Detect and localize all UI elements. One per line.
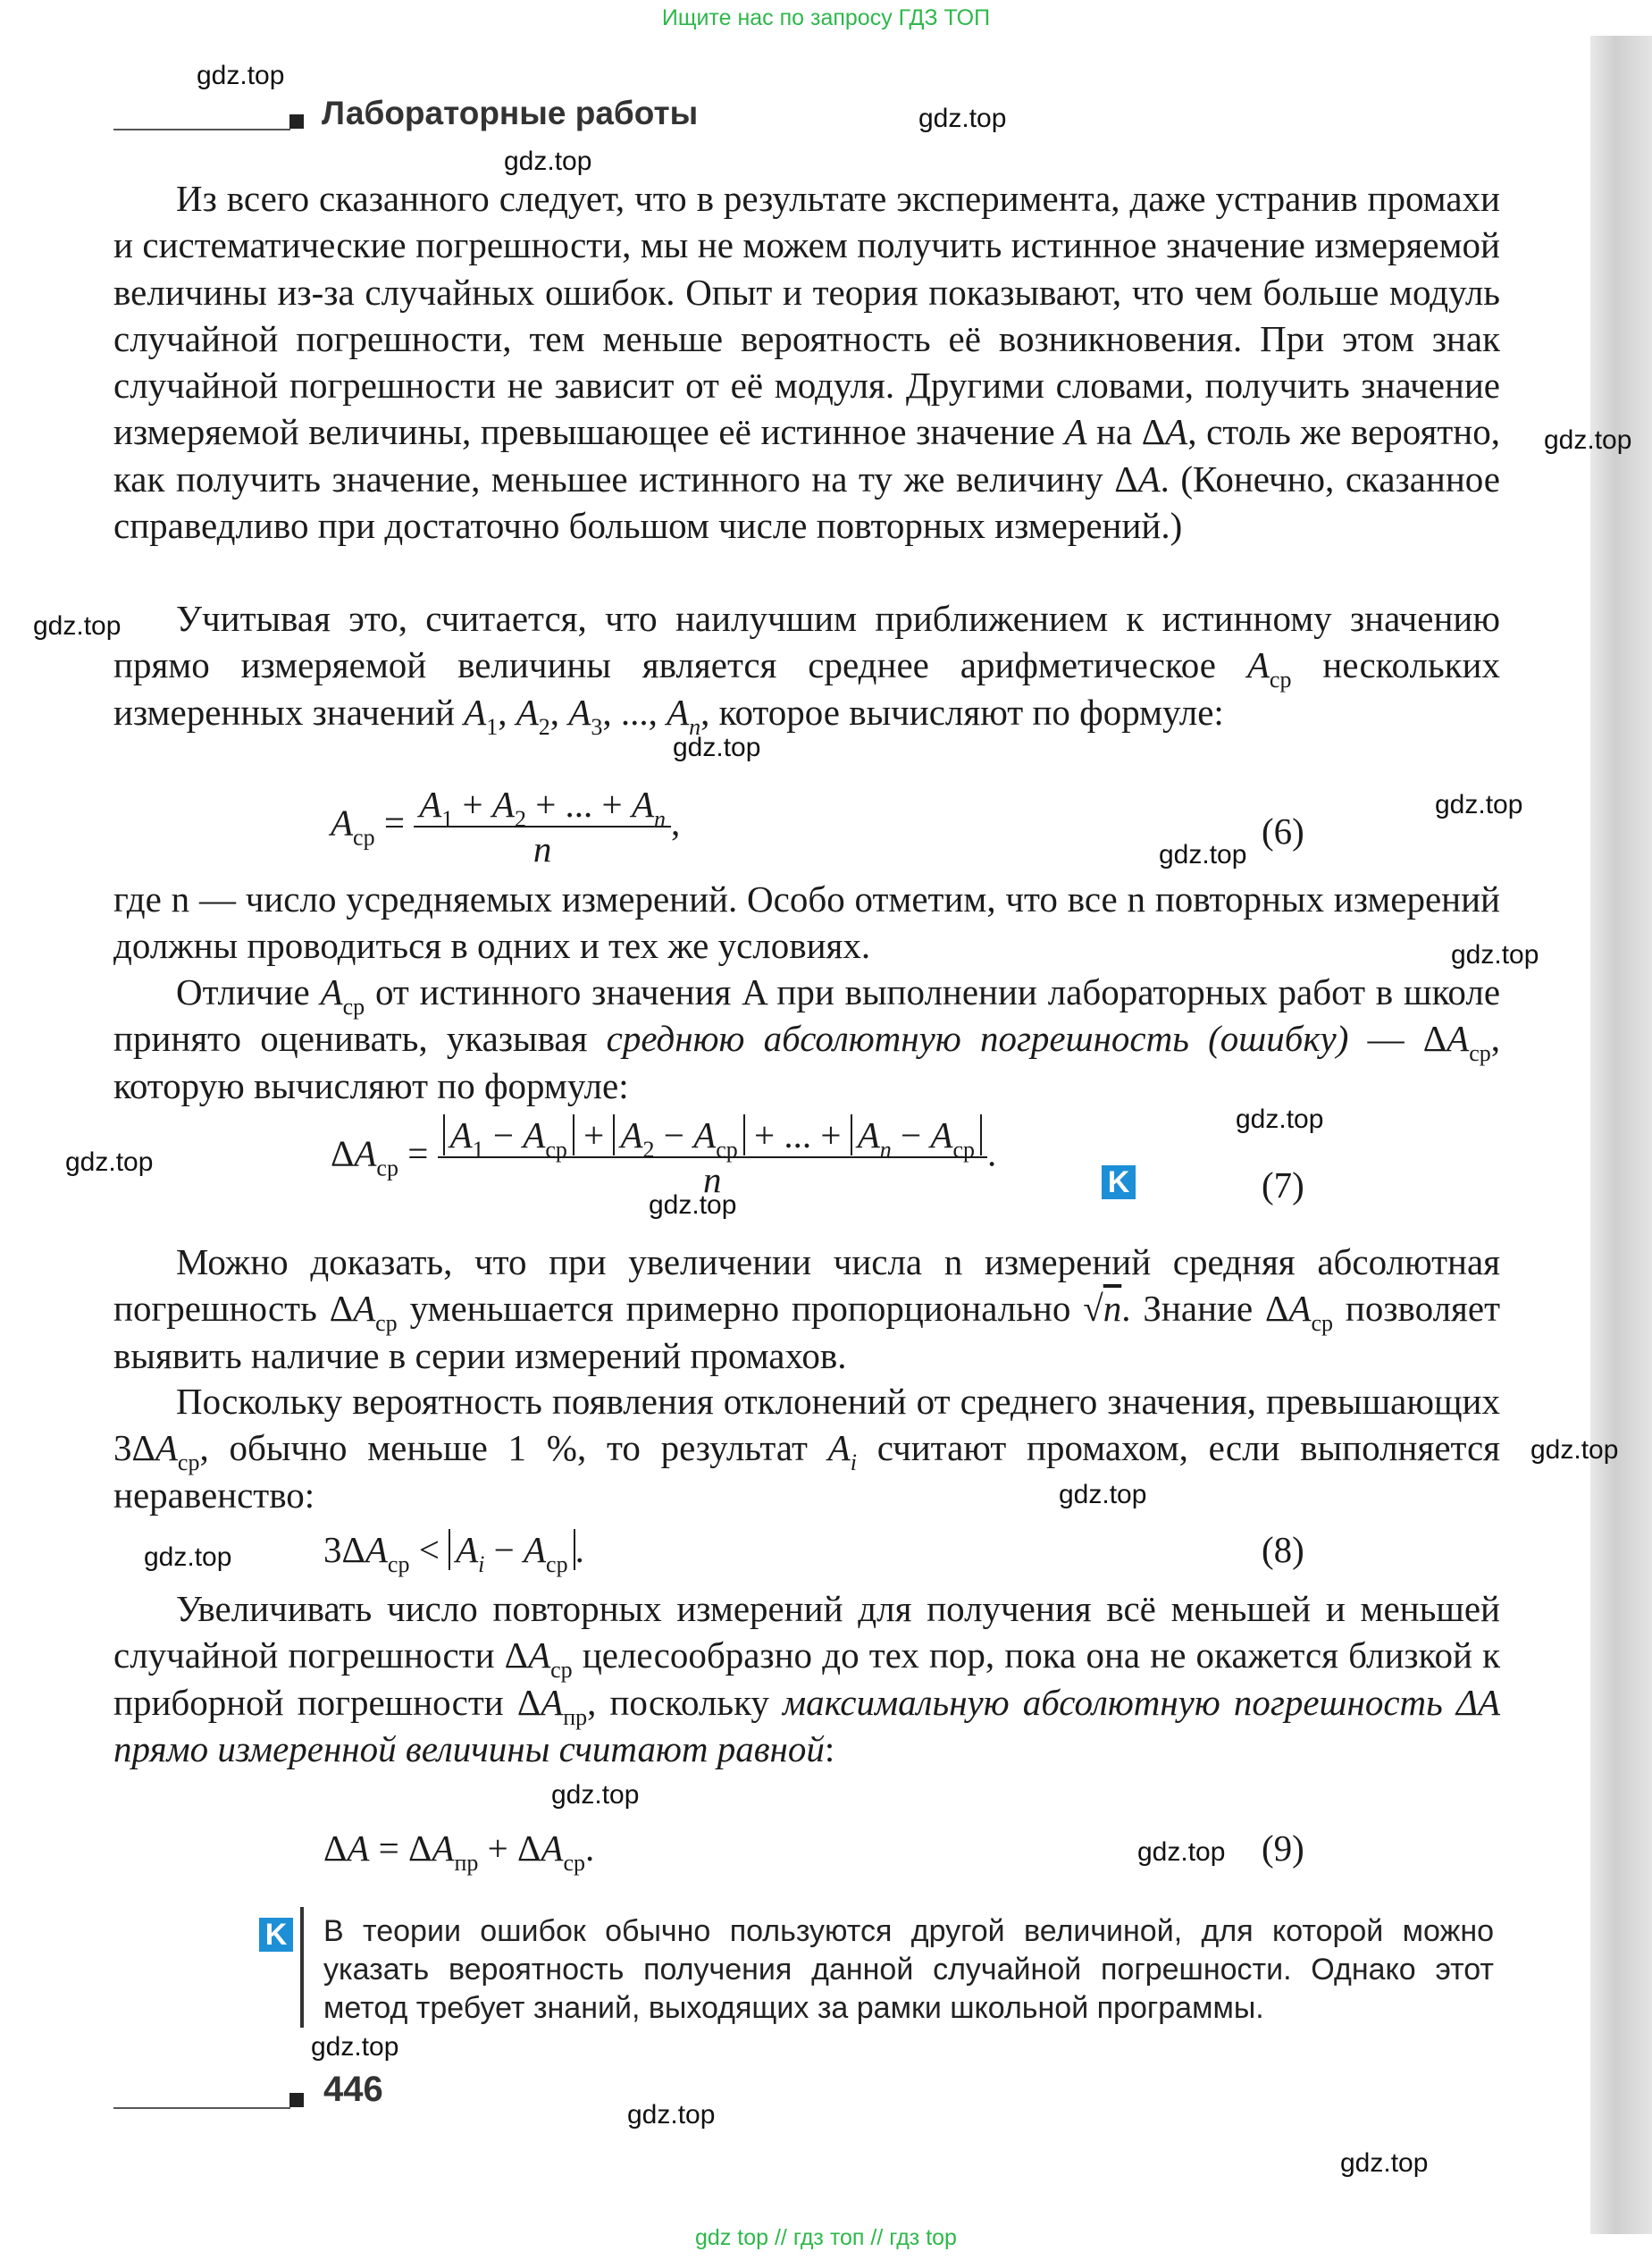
watermark: gdz.top [1236,1105,1324,1134]
paragraph-5: Можно доказать, что при увеличении числа n измерений средняя абсолютная погрешность $\Delta A_{ср}$ уменьшается примерно пропорционально √n. Знание $\Delta A_{ср}$ позволяет выявить наличие в серии измерений промахов. [113,1241,1500,1376]
bottom-links[interactable]: gdz top // гдз топ // гдз top [695,2225,957,2250]
watermark: gdz.top [197,61,285,90]
watermark: gdz.top [1451,940,1539,970]
watermark: gdz.top [1435,790,1523,819]
watermark: gdz.top [649,1190,737,1220]
paragraph-6: Поскольку вероятность появления отклонений от среднего значения, превышающих $3\Delta A_{ср}$, обычно меньше 1 %, то результат $A_i$ считают промахом, если выполняется неравенство: [113,1381,1501,1516]
equation-number-8: (8) [1262,1529,1304,1570]
k-marker-icon: K [1102,1165,1136,1199]
note-bar [300,1907,304,2028]
watermark: gdz.top [551,1780,640,1810]
footnote-text: В теории ошибок обычно пользуются другой величиной, для которой можно указать вероятность получения данной случайной погрешности. Однако этот метод требует знаний, выходящих за рамки школьной программы. [323,1914,1494,2025]
k-note-icon: K [259,1918,293,1952]
paragraph-7: Увеличивать число повторных измерений для получения всё меньшей и меньшей случайной погрешности $\Delta A_{ср}$ целесообразно до тех пор, пока она не окажется близкой к приборной погрешности $\Delta A_{пр}$, поскольку максимальную абсолютную погрешность ΔA прямо измеренной величины считают равной: [113,1588,1500,1769]
watermark: gdz.top [504,147,592,176]
paragraph-3: где n — число усредняемых измерений. Особо отметим, что все n повторных измерений должны проводиться в одних и тех же условиях. [113,878,1500,967]
watermark: gdz.top [311,2032,399,2062]
header-marker [289,114,304,129]
top-banner[interactable]: Ищите нас по запросу ГДЗ ТОП [661,5,991,30]
footer-rule [113,2107,290,2109]
watermark: gdz.top [1530,1435,1619,1465]
formula-9: $\Delta A = \Delta A_{пр} + \Delta A_{ср}$. [323,1827,595,1876]
watermark: gdz.top [33,611,122,641]
watermark: gdz.top [144,1542,232,1572]
footer-marker [289,2093,304,2107]
equation-number-6: (6) [1262,811,1304,852]
formula-8: $3\Delta A_{ср} < A_i - A_{ср}$ . [323,1529,584,1577]
formula-7: $\Delta A_{ср}$ = $\frac{A_1 - A_{ср} + A_2 - A_{ср} + ... + A_n - A_{ср}}{n}$ . [331,1114,997,1200]
page-number: 446 [323,2070,383,2109]
paragraph-1: Из всего сказанного следует, что в результате эксперимента, даже устранив промахи и систематические погрешности, мы не можем получить истинное значение измеряемой величины из-за случайных ошибок. Опыт и теория показывают, что чем больше модуль случайной погрешности, тем меньше вероятность её возникновения. При этом знак случайной погрешности не зависит от её модуля. Другими словами, получить значение измеряемой величины, превышающее её истинное значение A на ΔA, столь же вероятно, как получить значение, меньшее истинного на ту же величину ΔA. (Конечно, сказанное справедливо при достаточно большом числе повторных измерений.) [113,178,1500,547]
equation-number-7: (7) [1262,1164,1304,1206]
section-title: Лабораторные работы [322,95,699,131]
formula-6: $A_{ср}$ = $\frac{A_1 + A_2 + ... + A_n}{n}$ , [331,784,681,870]
watermark: gdz.top [1340,2148,1429,2178]
equation-number-9: (9) [1262,1827,1304,1869]
page-edge-shadow [1590,36,1652,2234]
paragraph-2: Учитывая это, считается, что наилучшим приближением к истинному значению прямо измеряемой величины является среднее арифметическое $A_{ср}$ нескольких измеренных значений $A_1$, $A_2$, $A_3$, ..., $A_n$, которое вычисляют по формуле: [113,598,1501,740]
watermark: gdz.top [65,1147,154,1177]
watermark: gdz.top [1544,425,1632,455]
watermark: gdz.top [918,104,1007,133]
header-rule [113,129,290,130]
watermark: gdz.top [673,733,761,762]
watermark: gdz.top [1137,1837,1226,1867]
watermark: gdz.top [627,2100,716,2130]
paragraph-4: Отличие $A_{ср}$ от истинного значения A при выполнении лабораторных работ в школе принято оценивать, указывая среднюю абсолютную погрешность (ошибку) — $\Delta A_{ср}$, которую вычисляют по формуле: [113,971,1501,1106]
watermark: gdz.top [1159,840,1247,870]
watermark: gdz.top [1059,1480,1147,1509]
